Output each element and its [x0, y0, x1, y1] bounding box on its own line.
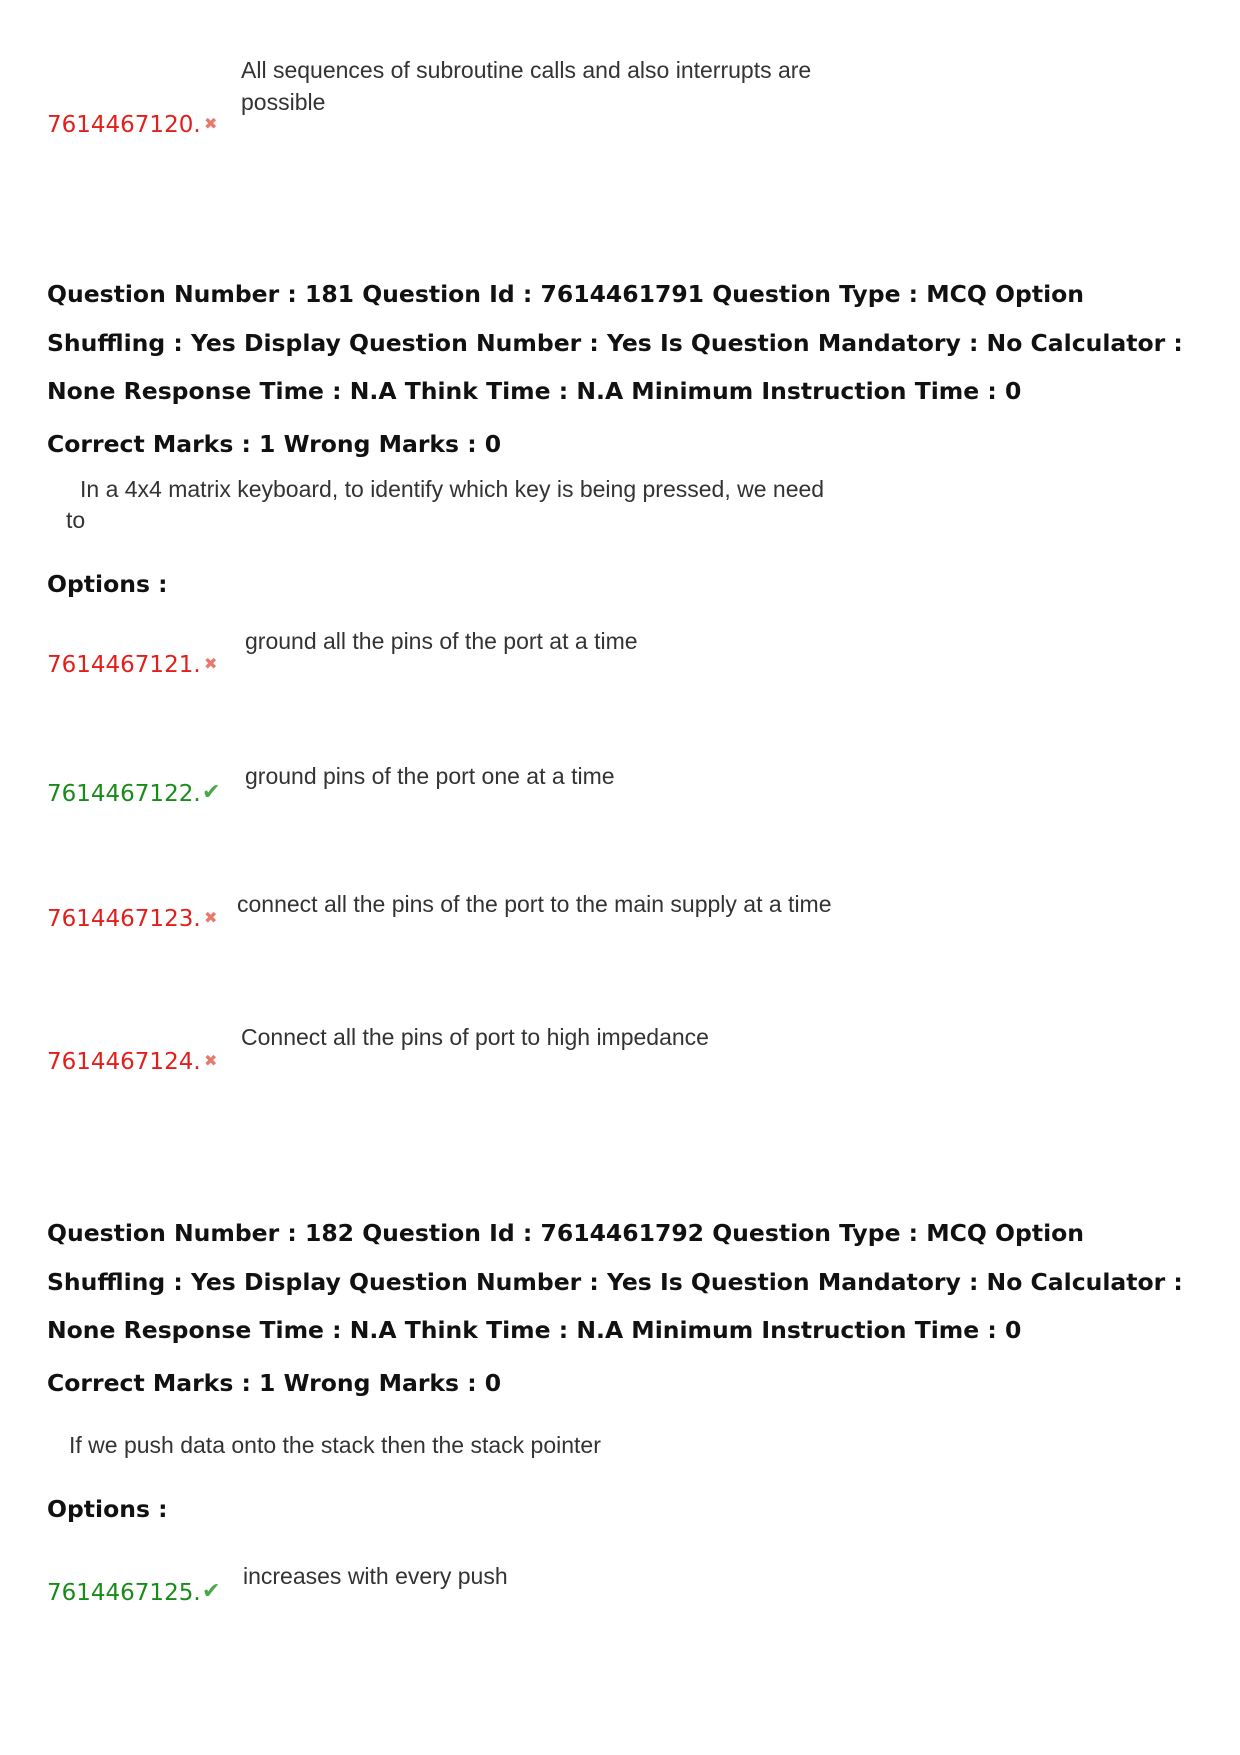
- options-label: Options :: [47, 1495, 168, 1523]
- cross-icon: ✖: [204, 1051, 218, 1070]
- option-id: 7614467120.: [47, 112, 201, 138]
- options-label: Options :: [47, 570, 168, 598]
- option-text: Connect all the pins of port to high impedance: [241, 1024, 709, 1050]
- option-text: All sequences of subroutine calls and also interrupts are possible: [241, 57, 812, 115]
- option-text: increases with every push: [243, 1563, 508, 1589]
- option-id: 7614467124.: [47, 1049, 201, 1075]
- question-text: If we push data onto the stack then the stack pointer: [69, 1432, 601, 1458]
- check-icon: ✔: [202, 780, 221, 805]
- option-id: 7614467122.: [47, 781, 201, 807]
- check-icon: ✔: [202, 1579, 221, 1604]
- option-id: 7614467125.: [47, 1580, 201, 1606]
- question-meta: Question Number : 182 Question Id : 7614461792 Question Type : MCQ Option Shuffling : Yes Display Question Number : Yes Is Question Mandatory : No Calculator : None Response Time : N.A Think Time : N.A Minimum Instruction Time : 0: [47, 1219, 1183, 1344]
- question-marks: Correct Marks : 1 Wrong Marks : 0: [47, 430, 502, 458]
- cross-icon: ✖: [204, 654, 218, 673]
- cross-icon: ✖: [204, 908, 218, 927]
- question-marks: Correct Marks : 1 Wrong Marks : 0: [47, 1369, 502, 1397]
- option-text: connect all the pins of the port to the main supply at a time: [237, 891, 832, 917]
- option-id: 7614467123.: [47, 906, 201, 932]
- question-meta: Question Number : 181 Question Id : 7614461791 Question Type : MCQ Option Shuffling : Yes Display Question Number : Yes Is Question Mandatory : No Calculator : None Response Time : N.A Think Time : N.A Minimum Instruction Time : 0: [47, 280, 1183, 405]
- option-text: ground all the pins of the port at a time: [245, 628, 638, 654]
- question-text: In a 4x4 matrix keyboard, to identify which key is being pressed, we need to: [66, 476, 825, 533]
- option-id: 7614467121.: [47, 652, 201, 678]
- option-text: ground pins of the port one at a time: [245, 763, 615, 789]
- cross-icon: ✖: [204, 114, 218, 133]
